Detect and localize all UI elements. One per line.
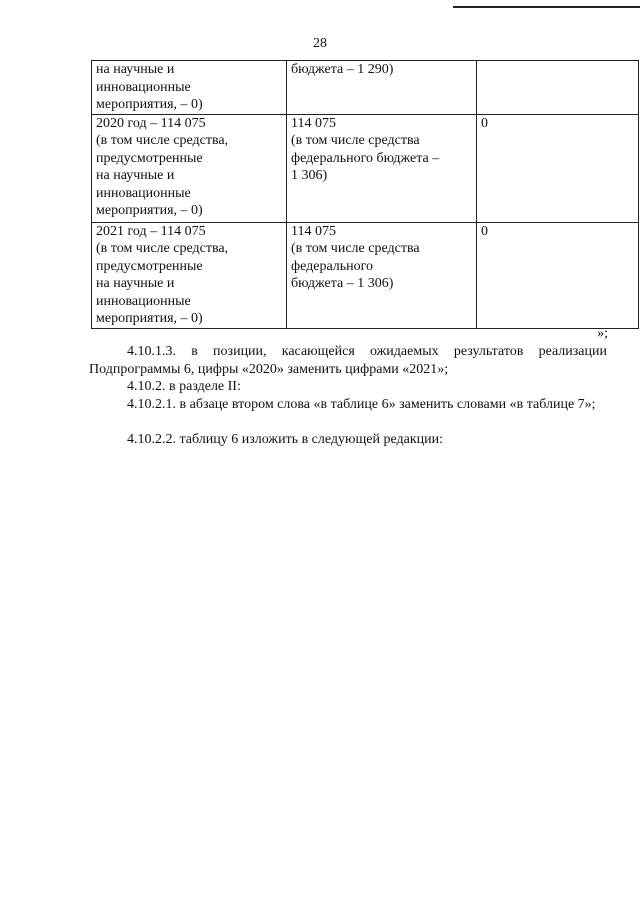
table-row (92, 222, 639, 328)
table-cell: 114 075 (в том числе средства федерального бюджета – 1 306) (287, 114, 477, 222)
top-rule (453, 6, 640, 8)
table-cell: бюджета – 1 290) (287, 61, 477, 115)
table-row (92, 114, 639, 222)
paragraph-4-10-2-1: 4.10.2.1. в абзаце втором слова «в таблице 6» заменить словами «в таблице 7»; (127, 397, 596, 412)
table-cell: 0 (477, 114, 639, 222)
paragraph-4-10-1-3: 4.10.1.3. в позиции, касающейся ожидаемых результатов реализации Подпрограммы 6, цифры «2020» заменить цифрами «2021»; (89, 344, 607, 377)
table-cell: 2021 год – 114 075 (в том числе средства, предусмотренные на научные и инновационные мероприятия, – 0) (92, 222, 287, 328)
table-cell: 0 (477, 222, 639, 328)
table-row (92, 61, 639, 115)
paragraph-4-10-2: 4.10.2. в разделе II: (127, 379, 241, 394)
page-number: 28 (313, 36, 327, 51)
paragraph-4-10-2-2: 4.10.2.2. таблицу 6 изложить в следующей редакции: (127, 432, 444, 447)
table-cell: на научные и инновационные мероприятия, – 0) (92, 61, 287, 115)
closing-quote: »; (597, 326, 608, 341)
table-cell: 114 075 (в том числе средства федерального бюджета – 1 306) (287, 222, 477, 328)
budget-table (91, 60, 639, 329)
table-cell: 2020 год – 114 075 (в том числе средства, предусмотренные на научные и инновационные мероприятия, – 0) (92, 114, 287, 222)
table-cell (477, 61, 639, 115)
